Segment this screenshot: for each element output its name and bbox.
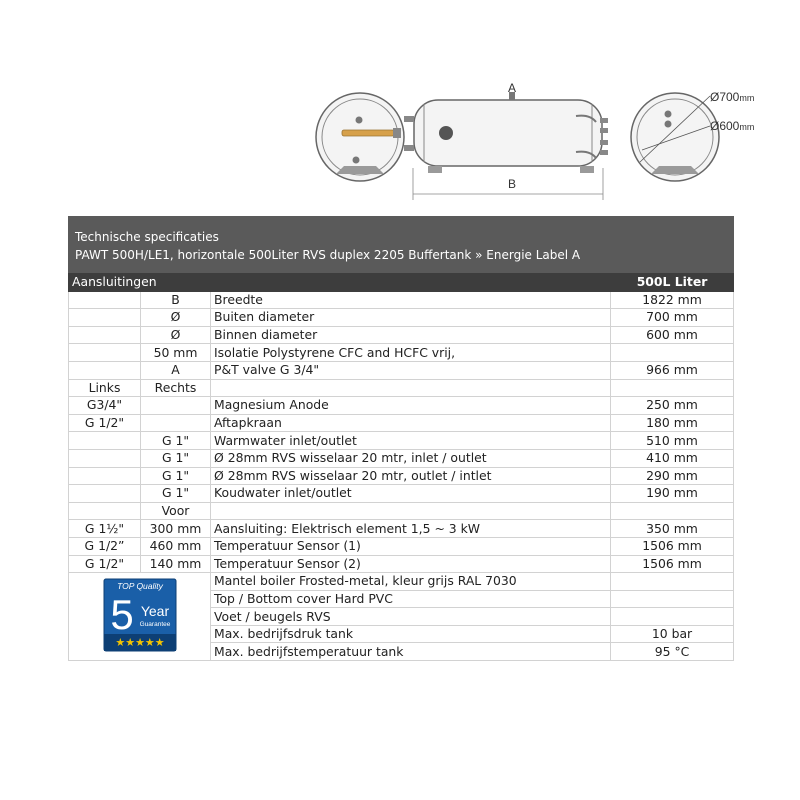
table-cell-c3: Isolatie Polystyrene CFC and HCFC vrij, <box>211 344 611 362</box>
spec-column-header-row <box>69 274 734 292</box>
table-cell-c4: 190 mm <box>611 485 734 503</box>
table-cell-c3: Ø 28mm RVS wisselaar 20 mtr, outlet / intlet <box>211 467 611 485</box>
table-cell-c1 <box>69 467 141 485</box>
table-row <box>69 397 734 415</box>
table-cell-c4: 180 mm <box>611 414 734 432</box>
table-cell-c3: P&T valve G 3/4" <box>211 361 611 379</box>
tank-end-view-left <box>316 93 404 181</box>
table-row <box>69 555 734 573</box>
table-cell-c4: 600 mm <box>611 326 734 344</box>
table-cell-c3: Koudwater inlet/outlet <box>211 485 611 503</box>
table-cell-c2: Rechts <box>141 379 211 397</box>
table-cell-c1 <box>69 449 141 467</box>
table-cell-c3: Buiten diameter <box>211 309 611 327</box>
table-cell-c4: 700 mm <box>611 309 734 327</box>
table-cell-c2: G 1" <box>141 467 211 485</box>
spec-table <box>68 273 734 661</box>
table-cell-c4: 290 mm <box>611 467 734 485</box>
table-cell-c3: Binnen diameter <box>211 326 611 344</box>
table-row <box>69 432 734 450</box>
table-row <box>69 467 734 485</box>
table-cell-c3: Voet / beugels RVS <box>211 608 611 626</box>
table-cell-c4 <box>611 379 734 397</box>
table-cell-c3: Temperatuur Sensor (1) <box>211 537 611 555</box>
table-cell-c1: G3/4" <box>69 397 141 415</box>
table-cell-c4: 1506 mm <box>611 537 734 555</box>
table-cell-c2: 140 mm <box>141 555 211 573</box>
table-cell-c2: G 1" <box>141 449 211 467</box>
table-cell-c1 <box>69 485 141 503</box>
guarantee-badge-icon <box>103 578 177 652</box>
table-row <box>69 573 734 591</box>
table-cell-c3 <box>211 502 611 520</box>
guarantee-badge-cell <box>69 573 211 661</box>
table-cell-c3: Temperatuur Sensor (2) <box>211 555 611 573</box>
table-cell-c1 <box>69 309 141 327</box>
table-cell-c3: Max. bedrijfsdruk tank <box>211 625 611 643</box>
table-cell-c3: Aansluiting: Elektrisch element 1,5 ~ 3 kW <box>211 520 611 538</box>
table-row <box>69 414 734 432</box>
badge-stars: ★★★★★ <box>114 635 165 649</box>
outer-diameter-label: Ø700mm <box>710 90 755 104</box>
table-cell-c4: 966 mm <box>611 361 734 379</box>
table-row <box>69 449 734 467</box>
table-cell-c2: G 1" <box>141 485 211 503</box>
table-cell-c4: 1506 mm <box>611 555 734 573</box>
table-cell-c2 <box>141 414 211 432</box>
table-cell-c2: G 1" <box>141 432 211 450</box>
tank-side-view <box>404 81 608 200</box>
table-cell-c3: Max. bedrijfstemperatuur tank <box>211 643 611 661</box>
table-cell-c1: G 1/2” <box>69 537 141 555</box>
table-row <box>69 326 734 344</box>
table-cell-c1: G 1/2" <box>69 414 141 432</box>
table-cell-c4: 10 bar <box>611 625 734 643</box>
table-cell-c4: 95 °C <box>611 643 734 661</box>
dimension-label-a: A <box>507 81 517 95</box>
table-cell-c2: Ø <box>141 326 211 344</box>
table-cell-c1 <box>69 361 141 379</box>
table-cell-c4 <box>611 344 734 362</box>
table-cell-c2: A <box>141 361 211 379</box>
table-cell-c2: 300 mm <box>141 520 211 538</box>
inner-diameter-label: Ø600mm <box>710 119 755 133</box>
table-row <box>69 309 734 327</box>
table-row <box>69 537 734 555</box>
table-row <box>69 361 734 379</box>
table-cell-c4: 350 mm <box>611 520 734 538</box>
table-cell-c1 <box>69 326 141 344</box>
table-cell-c1 <box>69 344 141 362</box>
table-cell-c4: 410 mm <box>611 449 734 467</box>
badge-top-text: TOP Quality <box>116 580 163 591</box>
table-cell-c1 <box>69 432 141 450</box>
table-row <box>69 520 734 538</box>
table-cell-c1: G 1/2" <box>69 555 141 573</box>
table-cell-c3: Magnesium Anode <box>211 397 611 415</box>
tank-technical-drawing <box>300 70 800 210</box>
table-row <box>69 344 734 362</box>
table-row <box>69 485 734 503</box>
tank-end-view-right <box>631 90 754 181</box>
table-cell-c4 <box>611 590 734 608</box>
table-cell-c2: Voor <box>141 502 211 520</box>
table-cell-c3 <box>211 379 611 397</box>
table-cell-c4: 1822 mm <box>611 291 734 309</box>
table-row <box>69 379 734 397</box>
table-cell-c4: 250 mm <box>611 397 734 415</box>
table-cell-c1 <box>69 291 141 309</box>
table-cell-c1: G 1½" <box>69 520 141 538</box>
spec-header <box>68 216 734 273</box>
badge-number: 5 <box>109 590 134 638</box>
table-row <box>69 502 734 520</box>
dimension-label-b: B <box>507 177 517 191</box>
badge-bottom-text: Guarantee <box>139 620 170 628</box>
spec-sheet <box>68 216 734 661</box>
spec-title: Technische specificaties <box>75 230 219 244</box>
table-cell-c4 <box>611 573 734 591</box>
table-cell-c1 <box>69 502 141 520</box>
table-cell-c1: Links <box>69 379 141 397</box>
table-cell-c3: Breedte <box>211 291 611 309</box>
table-cell-c2: 50 mm <box>141 344 211 362</box>
table-cell-c4 <box>611 502 734 520</box>
table-cell-c2 <box>141 397 211 415</box>
badge-word: Year <box>140 602 169 619</box>
connections-header: Aansluitingen <box>69 274 611 292</box>
table-row <box>69 291 734 309</box>
table-cell-c3: Mantel boiler Frosted-metal, kleur grijs RAL 7030 <box>211 573 611 591</box>
table-cell-c2: 460 mm <box>141 537 211 555</box>
table-cell-c4 <box>611 608 734 626</box>
table-cell-c3: Top / Bottom cover Hard PVC <box>211 590 611 608</box>
table-cell-c3: Ø 28mm RVS wisselaar 20 mtr, inlet / outlet <box>211 449 611 467</box>
capacity-header: 500L Liter <box>611 274 734 292</box>
table-cell-c2: Ø <box>141 309 211 327</box>
table-cell-c3: Aftapkraan <box>211 414 611 432</box>
table-cell-c2: B <box>141 291 211 309</box>
table-cell-c4: 510 mm <box>611 432 734 450</box>
spec-subtitle: PAWT 500H/LE1, horizontale 500Liter RVS duplex 2205 Buffertank » Energie Label A <box>75 248 581 262</box>
table-cell-c3: Warmwater inlet/outlet <box>211 432 611 450</box>
